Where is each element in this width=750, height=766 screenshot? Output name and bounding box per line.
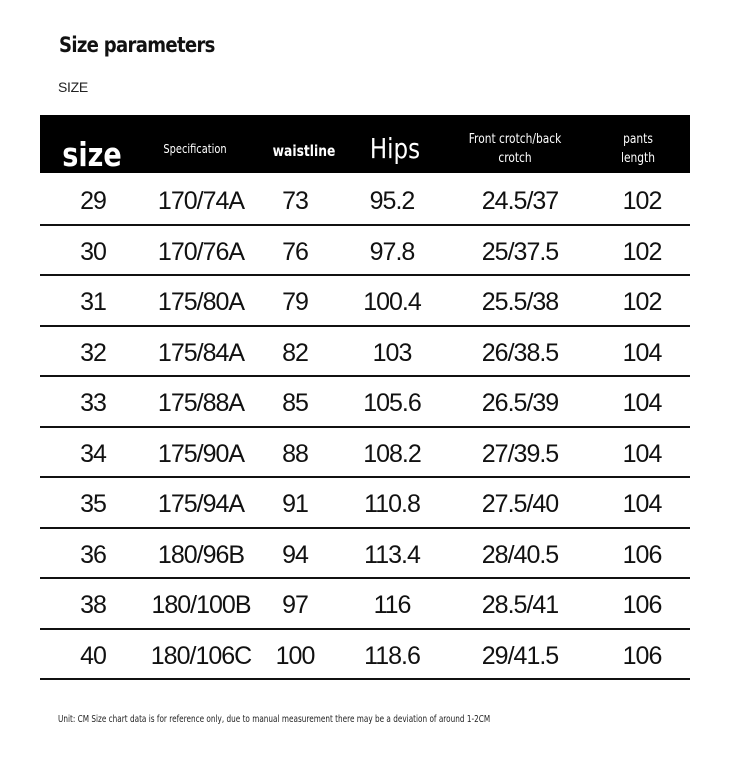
cell-length: 102 [622,288,662,316]
cell-waist: 100 [275,641,315,670]
cell-crotch: 28/40.5 [481,540,559,569]
cell-waist: 73 [282,187,308,215]
table-header [40,115,690,173]
header-crotch-line1: Front crotch/back [468,132,562,147]
cell-size: 38 [80,591,106,619]
cell-spec: 170/76A [157,237,245,266]
table-row [40,175,690,226]
header-specification: Specification [163,142,227,156]
table-row [40,478,690,529]
cell-hips: 110.8 [364,490,420,518]
cell-size: 34 [80,439,106,468]
cell-length: 102 [622,187,662,215]
cell-length: 106 [622,540,662,569]
cell-size: 32 [80,338,106,367]
cell-size: 33 [80,389,106,417]
cell-size: 30 [80,237,106,266]
cell-crotch: 25/37.5 [481,237,559,266]
cell-size: 40 [80,641,106,670]
cell-crotch: 26/38.5 [481,338,559,367]
footer-note: Unit: CM Size chart data is for reference only, due to manual measurement there may be a deviation of around 1-2CM [58,714,491,725]
cell-spec: 180/96B [157,540,245,569]
header-hips: Hips [369,132,421,165]
size-table [40,115,690,680]
cell-length: 106 [622,641,662,670]
cell-hips: 116 [373,591,411,619]
cell-waist: 79 [282,288,308,316]
header-crotch [454,130,577,168]
table-row [40,226,690,277]
cell-crotch: 28.5/41 [481,591,559,619]
cell-crotch: 27/39.5 [481,439,559,468]
cell-spec: 180/100B [151,591,251,619]
cell-waist: 88 [282,439,308,468]
header-pants-length [605,130,671,168]
table-row [40,276,690,327]
cell-waist: 91 [282,490,308,518]
table-body [40,173,690,680]
table-row [40,579,690,630]
cell-hips: 108.2 [363,439,421,468]
cell-waist: 85 [282,389,308,417]
cell-crotch: 25.5/38 [481,288,559,316]
cell-size: 31 [80,288,106,316]
cell-spec: 175/84A [157,338,245,367]
header-size: size [62,135,122,174]
table-row [40,327,690,378]
cell-waist: 97 [282,591,308,619]
cell-spec: 170/74A [157,187,245,215]
cell-length: 102 [622,237,662,266]
cell-hips: 95.2 [369,187,415,215]
cell-hips: 100.4 [363,288,421,316]
cell-size: 35 [80,490,106,518]
cell-crotch: 26.5/39 [481,389,559,417]
header-waistline: waistline [272,142,336,160]
table-row [40,377,690,428]
cell-waist: 76 [282,237,308,266]
cell-hips: 103 [372,338,412,367]
cell-size: 29 [80,187,106,215]
cell-waist: 82 [282,338,308,367]
header-crotch-line2: crotch [498,151,532,166]
cell-crotch: 24.5/37 [481,187,559,215]
cell-crotch: 27.5/40 [481,490,559,518]
cell-hips: 97.8 [369,237,415,266]
table-row [40,630,690,681]
cell-spec: 175/94A [157,490,245,518]
cell-hips: 105.6 [363,389,421,417]
header-pants-line2: length [621,151,655,166]
header-pants-line1: pants [623,132,653,147]
cell-length: 104 [622,389,662,417]
cell-length: 104 [622,439,662,468]
cell-length: 104 [622,338,662,367]
cell-spec: 175/90A [157,439,245,468]
page-title: Size parameters [59,33,215,57]
cell-spec: 175/88A [157,389,245,417]
cell-length: 104 [622,490,662,518]
page-subtitle: SIZE [58,79,88,95]
cell-spec: 175/80A [157,288,245,316]
cell-hips: 118.6 [364,641,420,670]
table-row [40,529,690,580]
cell-crotch: 29/41.5 [481,641,559,670]
table-row [40,428,690,479]
cell-size: 36 [80,540,106,569]
cell-spec: 180/106C [150,641,252,670]
cell-hips: 113.4 [364,540,420,569]
cell-waist: 94 [282,540,308,569]
cell-length: 106 [622,591,662,619]
